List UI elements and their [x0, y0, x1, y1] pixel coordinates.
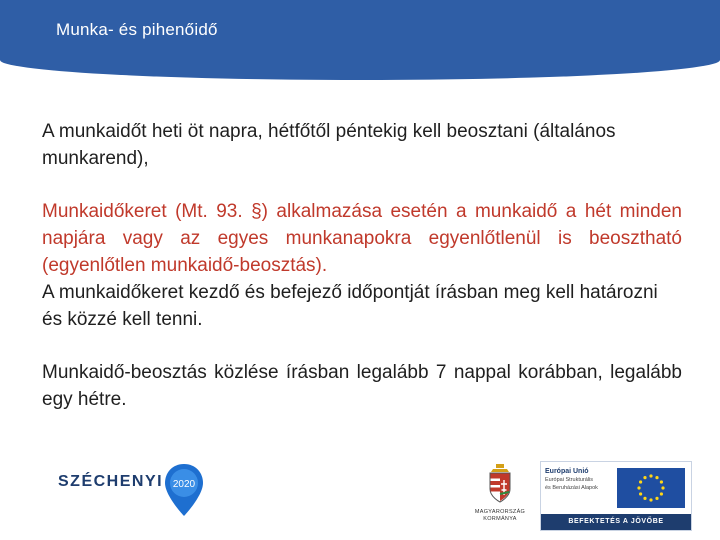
eu-funding-logo — [540, 461, 692, 531]
eu-fund-line-1: Európai Strukturális — [545, 477, 593, 483]
content-body — [42, 118, 682, 413]
year-label: 2020 — [172, 479, 196, 490]
eu-text-block — [545, 467, 617, 492]
eu-flag-icon — [617, 468, 685, 508]
crest-caption: MAGYARORSZÁG KORMÁNYA — [474, 509, 526, 522]
szechenyi-2020-pin-icon — [162, 462, 206, 518]
eu-fund-line-2: és Beruházási Alapok — [545, 485, 598, 491]
paragraph-general-schedule: A munkaidőt heti öt napra, hétfőtől péntekig kell beosztani (általános munkarend), — [42, 121, 616, 169]
szechenyi-logo-text: SZÉCHENYI — [58, 473, 164, 490]
header-banner — [0, 0, 720, 80]
page-title: Munka- és pihenőidő — [56, 20, 218, 39]
paragraph-working-time-frame: Munkaidőkeret (Mt. 93. §) alkalmazása esetén a munkaidő a hét minden napjára vagy az egyes munkanapokra egyenlőtlenül is beosztható (egyenlőtlen munkaidő-beosztás). — [42, 201, 682, 276]
hungarian-crest-icon — [485, 461, 515, 505]
paragraph-schedule-notice: Munkaidő-beosztás közlése írásban legalább 7 nappal korábban, legalább egy hétre. — [42, 362, 682, 410]
footer-logos — [0, 455, 720, 540]
hungary-government-logo — [474, 461, 526, 537]
eu-title: Európai Unió — [545, 468, 589, 475]
paragraph-frame-dates: A munkaidőkeret kezdő és befejező időpontját írásban meg kell határozni és közzé kell tenni. — [42, 282, 658, 330]
invest-in-future-banner: BEFEKTETÉS A JÖVŐBE — [541, 514, 691, 530]
